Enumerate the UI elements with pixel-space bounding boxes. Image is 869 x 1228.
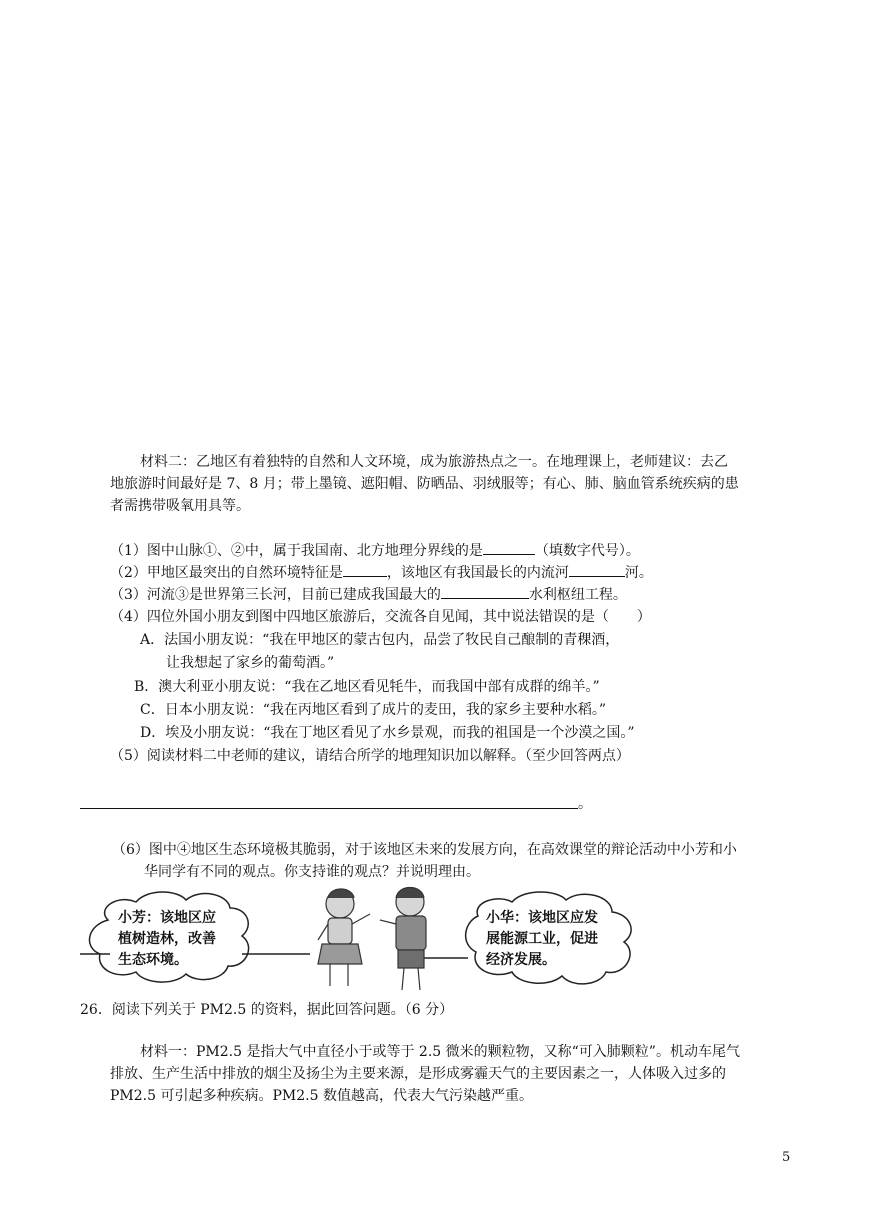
answer-blank-q3[interactable]	[441, 584, 529, 599]
material2-line2: 地旅游时间最好是 7、8 月；带上墨镜、遮阳帽、防晒品、羽绒服等；有心、肺、脑血管系统疾病的患	[110, 476, 739, 492]
question-2: （2）甲地区最突出的自然环境特征是 ，该地区有我国最长的内流河 河。	[110, 562, 653, 583]
q26-material1-line3: PM2.5 可引起多种疾病。PM2.5 数值越高，代表大气污染越严重。	[110, 1088, 533, 1104]
answer-blank-q2a[interactable]	[343, 562, 387, 577]
girl-figure	[318, 889, 370, 986]
question-1: （1）图中山脉①、②中，属于我国南、北方地理分界线的是 （填数字代号）。	[110, 540, 640, 561]
question-5: （5）阅读材料二中老师的建议，请结合所学的地理知识加以解释。（至少回答两点）	[110, 748, 630, 764]
answer-blank-q1[interactable]	[483, 540, 535, 555]
option-a-line1: A．法国小朋友说：“我在甲地区的蒙古包内，品尝了牧民自己酿制的青稞酒，	[140, 632, 620, 648]
material2-line3: 者需携带吸氧用具等。	[110, 498, 250, 514]
xiaofang-speech: 小芳：该地区应 植树造林，改善 生态环境。	[118, 910, 216, 968]
material2-line1: 材料二：乙地区有着独特的自然和人文环境，成为旅游热点之一。在地理课上，老师建议：去乙	[140, 454, 728, 470]
q26-material1-line1: 材料一：PM2.5 是指大气中直径小于或等于 2.5 微米的颗粒物，又称“可入肺颗粒”。机动车尾气	[140, 1044, 740, 1060]
option-c: C．日本小朋友说：“我在丙地区看到了成片的麦田，我的家乡主要种水稻。”	[140, 702, 607, 718]
xiaohua-speech: 小华：该地区应发 展能源工业，促进 经济发展。	[486, 910, 598, 968]
question-3: （3）河流③是世界第三长河，目前已建成我国最大的 水利枢纽工程。	[110, 584, 627, 605]
option-b: B．澳大利亚小朋友说：“我在乙地区看见牦牛，而我国中部有成群的绵羊。”	[134, 679, 600, 695]
question-26-title: 26．阅读下列关于 PM2.5 的资料，据此回答问题。（6 分）	[80, 1002, 454, 1018]
answer-blank-q2b[interactable]	[569, 562, 625, 577]
option-a-line2: 让我想起了家乡的葡萄酒。”	[166, 655, 335, 671]
page-number: 5	[782, 1150, 791, 1165]
boy-figure	[380, 888, 426, 991]
q26-material1-line2: 排放、生产生活中排放的烟尘及扬尘为主要来源，是形成雾霾天气的主要因素之一，人体吸入过多的	[110, 1066, 726, 1082]
answer-line-q5[interactable]	[80, 808, 578, 809]
option-d: D．埃及小朋友说：“我在丁地区看见了水乡景观，而我的祖国是一个沙漠之国。”	[140, 725, 635, 741]
answer-line-end: 。	[578, 796, 592, 812]
question-4: （4）四位外国小朋友到图中四地区旅游后，交流各自见闻，其中说法错误的是（ ）	[110, 609, 651, 625]
question-6-line2: 华同学有不同的观点。你支持谁的观点？并说明理由。	[144, 864, 480, 880]
question-6-line1: （6）图中④地区生态环境极其脆弱，对于该地区未来的发展方向，在高效课堂的辩论活动中小芳和小	[112, 842, 737, 858]
